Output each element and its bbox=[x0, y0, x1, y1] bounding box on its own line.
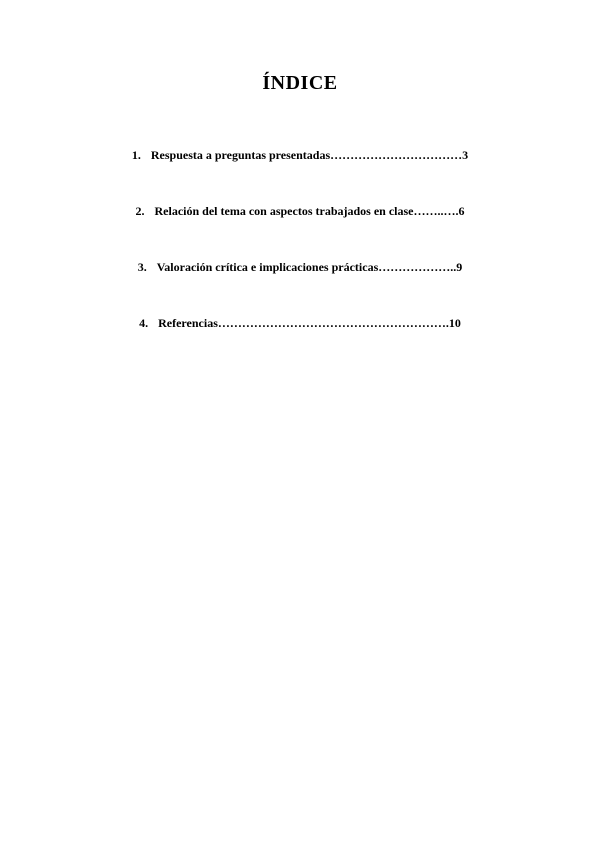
toc-entry-text: Relación del tema con aspectos trabajados en clase……..….6 bbox=[154, 204, 465, 218]
toc-entry bbox=[0, 260, 600, 274]
toc-entry-text: Valoración crítica e implicaciones prácticas………………..9 bbox=[156, 260, 463, 274]
toc-entry-number: 3. bbox=[137, 260, 147, 274]
toc-entry-number: 1. bbox=[131, 148, 141, 162]
toc-entry bbox=[0, 148, 600, 162]
toc-entry bbox=[0, 316, 600, 330]
toc-entry bbox=[0, 204, 600, 218]
toc-entry-text: Respuesta a preguntas presentadas……………………………3 bbox=[150, 148, 469, 162]
toc-entry-number: 2. bbox=[135, 204, 145, 218]
toc-entry-number: 4. bbox=[139, 316, 149, 330]
toc-entry-text: Referencias………………………………………………….10 bbox=[158, 316, 461, 330]
page-title: ÍNDICE bbox=[262, 72, 338, 94]
